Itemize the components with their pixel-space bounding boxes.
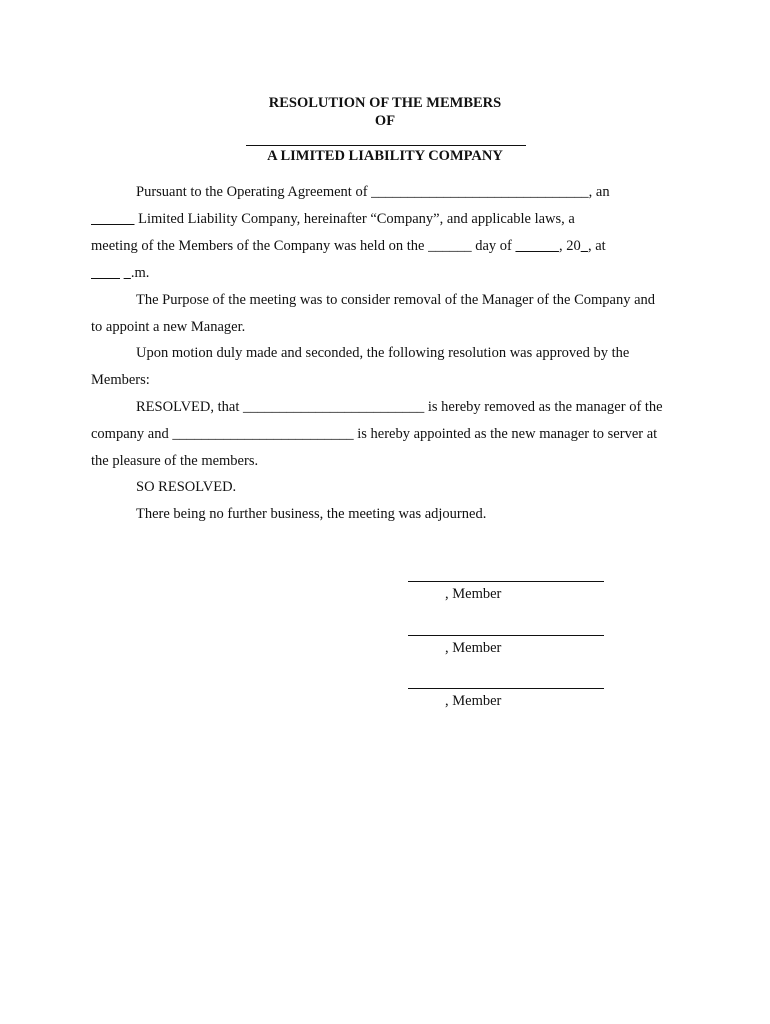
paragraph-3-line-2: Members: [91, 372, 150, 388]
adjournment-line: There being no further business, the meeting was adjourned. [136, 506, 487, 522]
signature-line-1 [408, 581, 604, 582]
paragraph-2-line-1: The Purpose of the meeting was to consider removal of the Manager of the Company and [136, 292, 656, 308]
month-blank [515, 238, 559, 254]
paragraph-1-line-3: meeting of the Members of the Company was held on the ______ day of , 20 , at [91, 238, 606, 254]
document-title-line-2: OF [374, 113, 396, 129]
document-title-line-1: RESOLUTION OF THE MEMBERS [268, 95, 502, 111]
signature-label-1: , Member [445, 586, 502, 602]
new-manager-blank: _________________________ [172, 426, 354, 442]
year-blank [581, 238, 588, 254]
paragraph-1-line-1: Pursuant to the Operating Agreement of ______________________________, an [136, 184, 610, 200]
operating-agreement-blank: ______________________________ [371, 184, 589, 200]
paragraph-4-line-3: the pleasure of the members. [91, 453, 259, 469]
state-blank [91, 211, 135, 227]
paragraph-2-line-2: to appoint a new Manager. [91, 319, 246, 335]
paragraph-4-line-2: company and _________________________ is hereby appointed as the new manager to server at [91, 426, 658, 442]
paragraph-1-line-2: Limited Liability Company, hereinafter “Company”, and applicable laws, a [91, 210, 575, 228]
paragraph-1-line-4: .m. [91, 264, 149, 282]
time-blank [91, 265, 120, 281]
signature-line-2 [408, 635, 604, 636]
signature-label-3: , Member [445, 693, 502, 709]
signature-line-3 [408, 688, 604, 689]
am-pm-blank [124, 265, 131, 281]
signature-label-2: , Member [445, 640, 502, 656]
day-blank: ______ [428, 238, 472, 254]
document-title-line-3: A LIMITED LIABILITY COMPANY [267, 148, 503, 164]
company-name-blank-line [246, 145, 526, 146]
paragraph-4-line-1: RESOLVED, that _________________________ is hereby removed as the manager of the [136, 399, 663, 415]
paragraph-3-line-1: Upon motion duly made and seconded, the following resolution was approved by the [136, 345, 630, 361]
so-resolved-line: SO RESOLVED. [136, 479, 237, 495]
removed-manager-blank: _________________________ [243, 399, 425, 415]
